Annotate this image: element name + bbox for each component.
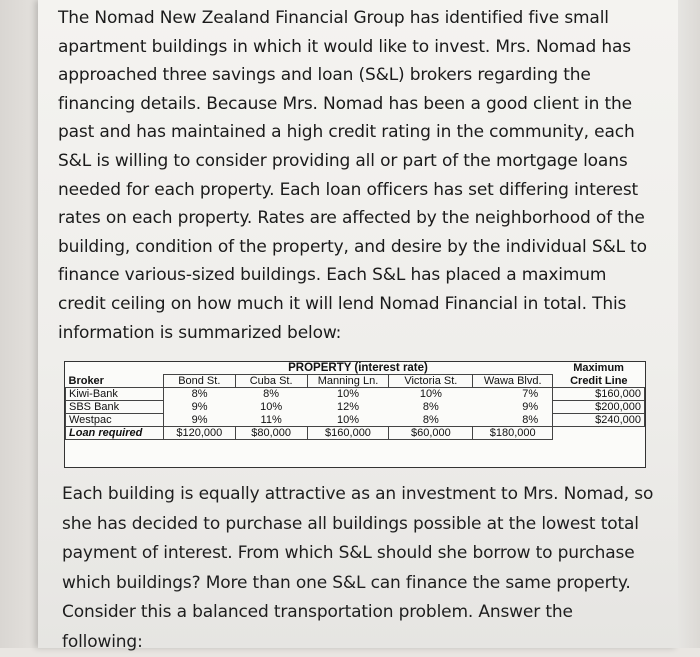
rate-cell: 12% (336, 401, 359, 413)
loan-required-label: Loan required (66, 427, 164, 440)
outro-line: payment of interest. From which S&L should she borrow to purchase (62, 543, 635, 563)
intro-line: apartment buildings in which it would like to invest. Mrs. Nomad has (58, 36, 631, 57)
max-credit-header-line1: Maximum (573, 362, 624, 375)
property-header: PROPERTY (interest rate) (288, 362, 428, 374)
rate-cell: 10% (336, 413, 359, 426)
rate-cell: 10% (336, 388, 359, 401)
property-column-header: Bond St. (163, 375, 235, 388)
rates-grid (65, 362, 645, 440)
rate-cell: 8% (263, 388, 280, 401)
broker-name: SBS Bank (66, 401, 164, 414)
loan-required-cell: $120,000 (163, 427, 235, 440)
outro-line: following: (62, 631, 143, 652)
intro-line: needed for each property. Each loan officers has set differing interest (58, 179, 639, 200)
intro-line: The Nomad New Zealand Financial Group has identified five small (58, 8, 609, 28)
property-column-header: Wawa Blvd. (473, 375, 553, 388)
page-edge-right (678, 0, 700, 648)
page-edge-left (0, 0, 38, 648)
problem-intro-paragraph (58, 4, 658, 347)
rate-cell: 11% (260, 413, 282, 426)
outro-line: Consider this a balanced transportation problem. Answer the (62, 602, 573, 622)
rate-cell: 7% (522, 388, 539, 401)
outro-line: Each building is equally attractive as an investment to Mrs. Nomad, so (62, 484, 654, 504)
table-row (66, 388, 645, 401)
loan-rates-table (64, 361, 646, 468)
rate-cell: 9% (191, 413, 208, 426)
rate-cell: 10% (419, 388, 442, 401)
credit-cell: $200,000 (553, 401, 645, 414)
intro-line: past and has maintained a high credit rating in the community, each (58, 122, 635, 143)
intro-line: S&L is willing to consider providing all or part of the mortgage loans (58, 150, 628, 171)
property-column-header: Manning Ln. (307, 375, 389, 388)
loan-required-cell: $160,000 (307, 427, 389, 440)
rate-cell: 8% (422, 413, 439, 426)
loan-required-cell: $180,000 (473, 427, 553, 440)
rate-cell: 8% (191, 388, 208, 401)
loan-required-row (66, 427, 645, 440)
rate-cell: 9% (522, 401, 539, 413)
rate-cell: 9% (191, 401, 208, 413)
intro-line: financing details. Because Mrs. Nomad has been a good client in the (58, 93, 632, 114)
intro-line: finance various-sized buildings. Each S&L has placed a maximum (58, 265, 607, 286)
broker-column-header: Broker (68, 374, 104, 387)
broker-name: Kiwi-Bank (66, 388, 164, 401)
intro-line: information is summarized below: (58, 322, 342, 343)
loan-required-cell: $80,000 (235, 427, 307, 440)
rate-cell: 10% (260, 401, 283, 413)
rate-cell: 8% (522, 413, 539, 426)
broker-name: Westpac (66, 414, 164, 427)
max-credit-header-line2: Credit Line (570, 374, 628, 387)
property-column-header: Victoria St. (389, 375, 473, 388)
outro-line: which buildings? More than one S&L can finance the same property. (62, 572, 631, 593)
loan-required-cell: $60,000 (389, 427, 473, 440)
property-column-header: Cuba St. (235, 375, 307, 388)
credit-cell: $160,000 (553, 388, 645, 401)
intro-line: approached three savings and loan (S&L) brokers regarding the (58, 65, 591, 86)
credit-cell: $240,000 (553, 414, 645, 427)
rate-cell: 8% (422, 401, 439, 413)
problem-question-paragraph (62, 480, 662, 657)
table-row (66, 401, 645, 414)
table-row (66, 414, 645, 427)
intro-line: building, condition of the property, and desire by the individual S&L to (58, 236, 647, 257)
intro-line: rates on each property. Rates are affected by the neighborhood of the (58, 208, 645, 229)
intro-line: credit ceiling on how much it will lend Nomad Financial in total. This (58, 293, 627, 314)
outro-line: she has decided to purchase all buildings possible at the lowest total (62, 513, 639, 534)
